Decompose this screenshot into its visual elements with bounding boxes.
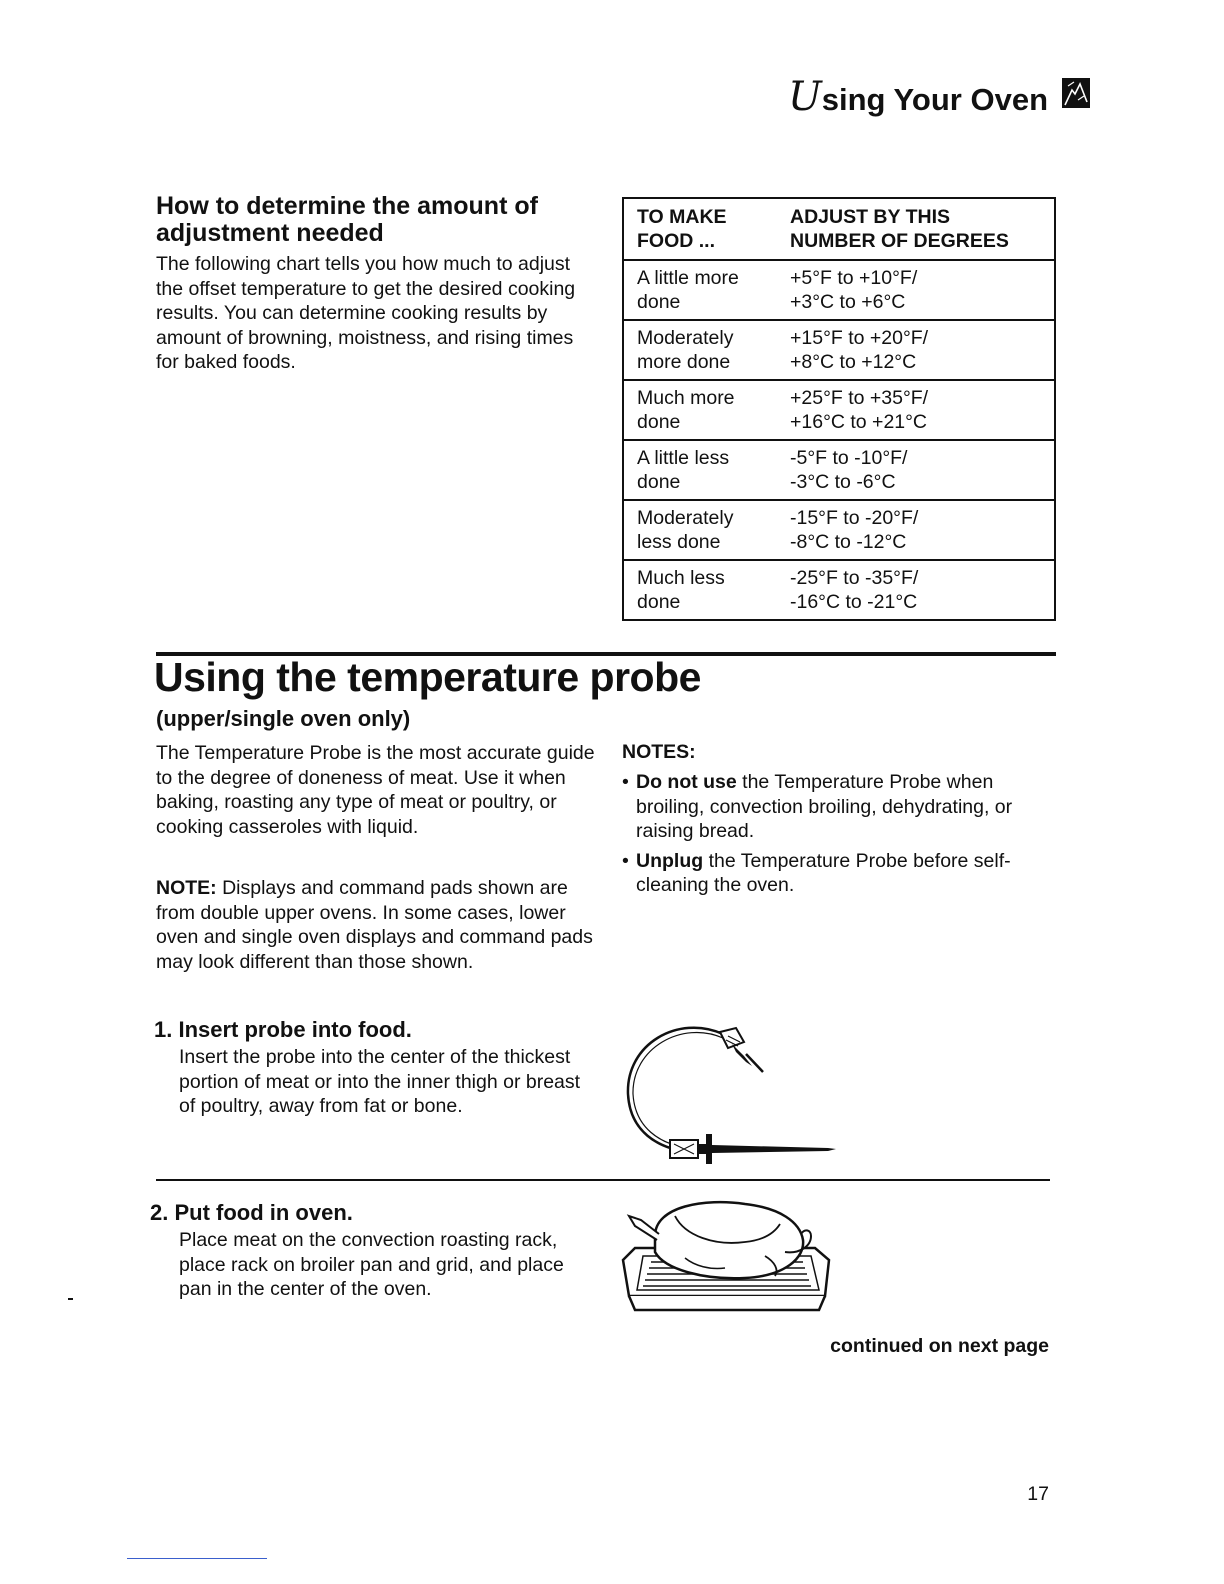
table-cell-food: Much less done (637, 567, 725, 613)
table-header-row (623, 198, 1055, 260)
table-cell-degrees: -5°F to -10°F/ -3°C to -6°C (777, 440, 1055, 500)
continued-note: continued on next page (830, 1335, 1049, 1357)
bullet-icon: • (622, 771, 629, 793)
header-title-rest: sing Your Oven (821, 82, 1048, 117)
table-cell-degrees: -25°F to -35°F/ -16°C to -21°C (790, 567, 919, 613)
bullet-icon: • (622, 849, 629, 872)
note-item-text: the Temperature Probe before self-cleaning the oven. (636, 849, 1011, 896)
section-title: Using the temperature probe (154, 654, 701, 700)
probe-intro: The Temperature Probe is the most accurate guide to the degree of doneness of meat. Use it when baking, roasting any type of meat or poultry, or cooking casseroles with liquid. (156, 742, 595, 838)
temperature-probe-illustration (618, 1014, 848, 1174)
step-divider (156, 1179, 1050, 1181)
adjustment-body: The following chart tells you how much to adjust the offset temperature to get the desired cooking results. You can determine cooking results by amount of browning, moistness, and rising times for baked foods. (156, 253, 576, 373)
scan-edge-line (127, 1558, 267, 1559)
column-header-food: TO MAKE FOOD ... (623, 198, 777, 260)
table-row (623, 440, 1055, 500)
step-2-title: 2. Put food in oven. (150, 1200, 353, 1225)
column-header-degrees: ADJUST BY THIS NUMBER OF DEGREES (777, 198, 1055, 260)
note-emphasis: Do not use (636, 771, 737, 793)
table-cell-food: Much more done (623, 380, 777, 440)
list-item (622, 849, 1052, 898)
step-1-title: 1. Insert probe into food. (154, 1017, 412, 1042)
table-cell-degrees: +25°F to +35°F/ +16°C to +21°C (777, 380, 1055, 440)
margin-mark (68, 1298, 73, 1300)
header-title-initial: U (788, 74, 822, 120)
section-subtitle: (upper/single oven only) (156, 706, 411, 731)
notes-title: NOTES: (622, 741, 696, 763)
note-text: Displays and command pads shown are from double upper ovens. In some cases, lower oven and single oven displays and command pads may look different than those shown. (156, 877, 593, 973)
table-cell-food: Moderately less done (623, 500, 777, 560)
step-2-body: Place meat on the convection roasting rack, place rack on broiler pan and grid, and place pan in the center of the oven. (179, 1229, 564, 1300)
list-item (622, 770, 1052, 844)
table-cell-degrees: -15°F to -20°F/ -8°C to -12°C (777, 500, 1055, 560)
adjustment-table (622, 197, 1056, 621)
note-emphasis: Unplug (636, 849, 704, 872)
table-cell-food: A little less done (623, 440, 777, 500)
note-item-text: the Temperature Probe when broiling, convection broiling, dehydrating, or raising bread. (636, 771, 1013, 842)
step-1-body: Insert the probe into the center of the thickest portion of meat or into the inner thigh or breast of poultry, away from fat or bone. (179, 1046, 581, 1117)
table-row (623, 380, 1055, 440)
table-cell-degrees: +15°F to +20°F/ +8°C to +12°C (777, 320, 1055, 380)
note-label: NOTE: (156, 877, 217, 899)
table-cell-food: A little more done (623, 260, 777, 320)
table-row (623, 500, 1055, 560)
section-tab-icon (1062, 78, 1090, 108)
table-cell-food: Moderately more done (623, 320, 777, 380)
adjustment-heading: How to determine the amount of adjustment needed (156, 192, 538, 247)
page-header-title (788, 74, 1048, 120)
probe-note (156, 876, 596, 974)
table-cell-degrees: +5°F to +10°F/ +3°C to +6°C (777, 260, 1055, 320)
table-row (623, 260, 1055, 320)
table-row (623, 560, 1055, 620)
page-number: 17 (1027, 1483, 1049, 1505)
table-row (623, 320, 1055, 380)
roast-chicken-pan-illustration (615, 1196, 840, 1321)
notes-list (622, 770, 1052, 903)
